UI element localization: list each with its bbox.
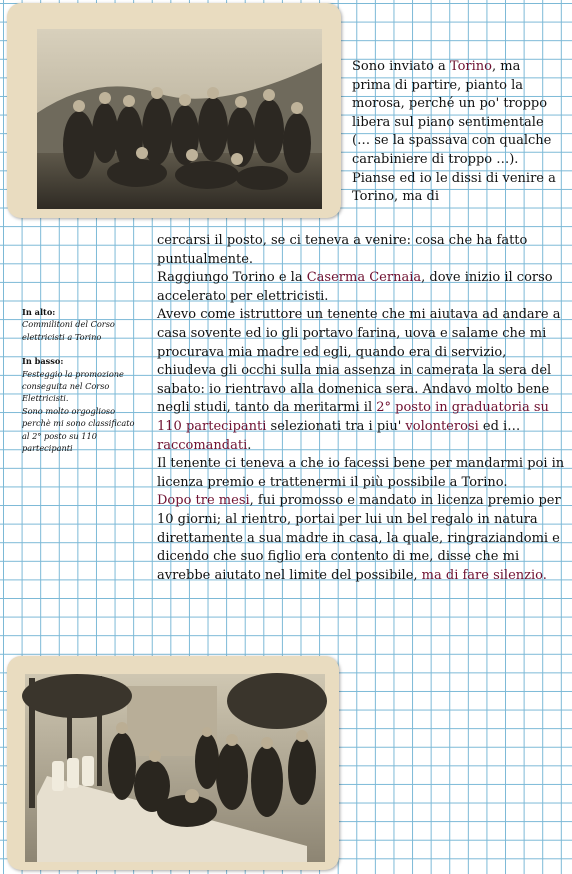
body-text: cercarsi il posto, se ci teneva a venire: cosa che ha fatto puntualmente. [157, 233, 528, 267]
photo-captions [22, 306, 140, 454]
body-text: ed i… [478, 418, 521, 434]
caption-top-text: Commilitoni del Corso elettricisti a Torino [22, 319, 115, 342]
highlighted-text: raccomandati [157, 437, 248, 453]
story-text-upper [352, 58, 557, 207]
body-text: Avevo come istruttore un tenente che mi aiutava ad andare a casa sovente ed io gli portavo farina, uova e salame che mi procurava mia madre ed egli, quando era di servizio, chiudeva gli occhi sulla mia assenza in camerata la sera del sabato: io rientravo alla domenica sera. Andavo molto bene negli studi, tanto da meritarmi il [157, 307, 561, 416]
photo-celebration-table [7, 656, 339, 870]
highlighted-text: Dopo tre mesi [157, 493, 250, 509]
highlighted-text: Caserma Cernaia [306, 270, 422, 286]
photo-soldiers-group [7, 3, 341, 218]
body-text: , dove inizio il corso accelerato per elettricisti. [157, 270, 553, 304]
highlighted-text: Torino [449, 59, 492, 74]
caption-top-heading: In alto: [22, 307, 56, 317]
body-text: . [247, 437, 252, 453]
photo-celebration-table-image [7, 656, 339, 870]
highlighted-text: volonterosi [405, 418, 479, 434]
body-text: Raggiungo Torino e la [157, 270, 307, 286]
body-text: , ma prima di partire, pianto la morosa, perché un po' troppo libera sul piano sentimentale (… se la spassava con qualche carabiniere di troppo …). Pianse ed io le dissi di venire a Torino, ma di [352, 59, 556, 205]
photo-soldiers-group-image [7, 3, 341, 218]
caption-bottom-heading: In basso: [22, 356, 64, 367]
highlighted-text: ma di fare silenzio. [421, 567, 547, 583]
body-text: , fui promosso e mandato in licenza premio per 10 giorni; al rientro, portai per lui un bel regalo in natura direttamente a sua madre in casa, la quale, ringraziandomi e dicendo che suo figlio era contento di me, disse che mi avrebbe aiutato nel limite del possibile, [157, 493, 561, 583]
body-text: Sono inviato a [352, 59, 450, 74]
story-text-main [157, 232, 567, 585]
highlighted-text: 2° posto in graduatoria su 110 partecipanti [157, 400, 549, 434]
caption-bottom-text-1: Festeggio la promozione conseguita nel Corso Elettricisti. [22, 368, 124, 404]
body-text: selezionati tra i piu' [266, 418, 406, 434]
caption-bottom-text-2: Sono molto orgoglioso perchè mi sono classificato al 2° posto su 110 partecipanti [22, 405, 135, 454]
body-text: Il tenente ci teneva a che io facessi bene per mandarmi poi in licenza premio e trattenermi il più possibile a Torino. [157, 456, 565, 490]
